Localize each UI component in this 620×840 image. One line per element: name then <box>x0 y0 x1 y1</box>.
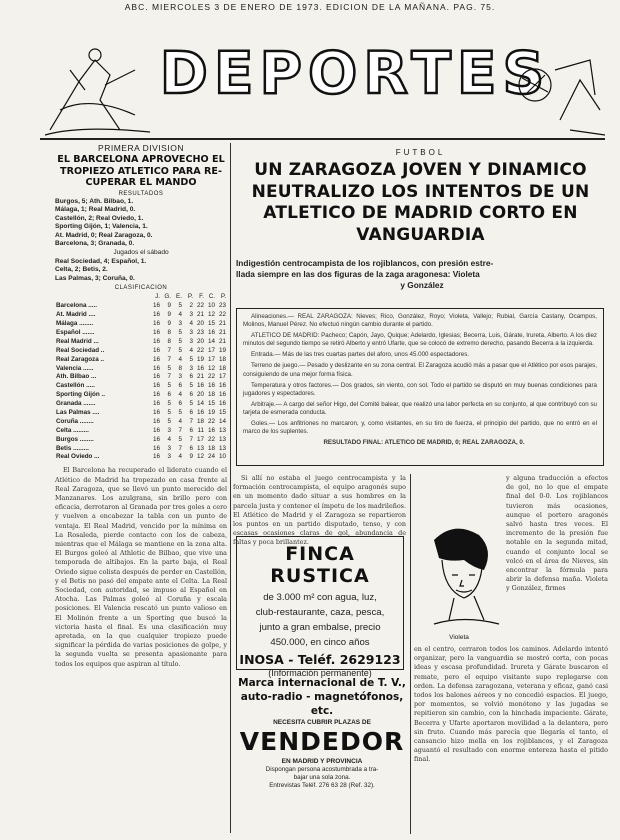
standings-header-cell: P. <box>220 293 226 301</box>
stat-cell: 8 <box>167 328 171 336</box>
standings-header-cell: G. <box>164 293 171 301</box>
stat-cell: 16 <box>207 328 215 336</box>
match-fact: Terreno de juego.— Pesado y deslizante en su zona central. El Zaragoza acudió más a pasar que el Atlético por esos parajes, consiguiendo de una mejor forma física. <box>243 362 597 378</box>
article-column-2-top: y alguna traducción a efectos de gol, no lo que el empate final del 0-0. Los rojiblancos tuvieron más ocasiones, aunque el portero aragonés salvó hasta tres veces. El incremento de la presión fue notable en la segunda mitad, cuando el conjunto local se volcó en el área de Nieves, sin encontrar la fórmula para abrir la defensa maña. Violeta y González, firmes <box>506 474 608 593</box>
sports-illustration-right-icon <box>510 50 610 140</box>
table-row <box>55 381 227 390</box>
main-headline <box>233 160 608 246</box>
stat-cell: 5 <box>167 400 171 408</box>
team-name: Real Sociedad .. <box>56 346 105 354</box>
ad-vendedor <box>236 676 408 790</box>
team-name: Granada ....... <box>56 400 96 408</box>
subhead-line: y González <box>400 280 444 290</box>
left-column <box>55 143 227 754</box>
stat-cell: 12 <box>196 453 204 461</box>
stat-cell: 6 <box>167 391 171 399</box>
stat-cell: 7 <box>167 346 171 354</box>
ad-finca-body <box>237 590 403 650</box>
team-name: Valencia ...... <box>56 364 94 372</box>
stat-cell: 19 <box>196 355 204 363</box>
caricature-caption: Violeta <box>449 634 469 641</box>
stat-cell: 16 <box>152 302 160 310</box>
ad-vendedor-line7: Entrevistas Teléf. 276 63 28 (Ref. 32). <box>269 782 375 789</box>
table-row <box>55 319 227 328</box>
table-row <box>55 390 227 399</box>
stat-cell: 14 <box>207 337 215 345</box>
standings-header-row <box>55 292 227 301</box>
stat-cell: 6 <box>189 391 193 399</box>
stat-cell: 7 <box>189 435 193 443</box>
stat-cell: 4 <box>189 320 193 328</box>
stat-cell: 16 <box>152 364 160 372</box>
stat-cell: 7 <box>178 426 182 434</box>
ad-finca-contact: INOSA - Teléf. 2629123 <box>239 652 401 667</box>
team-name: Las Palmas .... <box>56 408 100 416</box>
stat-cell: 16 <box>152 355 160 363</box>
team-name: Málaga ........ <box>56 320 94 328</box>
result-line: At. Madrid, 0; Real Zaragoza, 0. <box>55 231 153 239</box>
section-label: FUTBOL <box>395 148 446 157</box>
team-name: Real Zaragoza .. <box>56 355 104 363</box>
player-caricature-icon <box>414 520 504 630</box>
table-row <box>55 355 227 364</box>
match-fact: Goles.— Los anfitriones no marcaron, y, como visitantes, en su tiro de fuerza, el principio del partido, que no entró en el marco de los suplentes. <box>243 420 597 436</box>
team-name: Real Madrid ... <box>56 337 99 345</box>
stat-cell: 9 <box>167 320 171 328</box>
stat-cell: 9 <box>189 453 193 461</box>
stat-cell: 6 <box>189 373 193 381</box>
stat-cell: 16 <box>152 408 160 416</box>
stat-cell: 18 <box>207 444 215 452</box>
stat-cell: 6 <box>189 444 193 452</box>
stat-cell: 7 <box>167 373 171 381</box>
stat-cell: 3 <box>189 311 193 319</box>
stat-cell: 16 <box>152 328 160 336</box>
column-divider-2 <box>410 474 411 834</box>
results-list <box>55 198 227 284</box>
stat-cell: 16 <box>152 320 160 328</box>
stat-cell: 16 <box>152 311 160 319</box>
stat-cell: 3 <box>178 320 182 328</box>
result-line: Castellón, 2; Real Oviedo, 1. <box>55 214 144 222</box>
division-label: PRIMERA DIVISION <box>98 143 184 153</box>
stat-cell: 5 <box>189 400 193 408</box>
result-line: Jugados el sábado <box>113 249 169 257</box>
team-name: Coruña ........ <box>56 417 94 425</box>
stat-cell: 13 <box>218 435 226 443</box>
table-row <box>55 346 227 355</box>
stat-cell: 22 <box>207 373 215 381</box>
stat-cell: 16 <box>218 391 226 399</box>
result-line: Las Palmas, 3; Coruña, 0. <box>55 274 135 282</box>
result-line: Celta, 2; Betis, 2. <box>55 266 108 274</box>
stat-cell: 5 <box>178 346 182 354</box>
match-fact: RESULTADO FINAL: ATLETICO DE MADRID, 0; REAL ZARAGOZA, 0. <box>323 439 525 447</box>
left-headline-line: TROPIEZO ATLETICO PARA RE- <box>60 165 222 177</box>
ad-finca-line: de 3.000 m² con agua, luz, <box>263 592 377 603</box>
stat-cell: 16 <box>152 391 160 399</box>
stat-cell: 23 <box>218 302 226 310</box>
stat-cell: 5 <box>178 435 182 443</box>
team-name: Burgos ........ <box>56 435 94 443</box>
stat-cell: 7 <box>167 355 171 363</box>
table-row <box>55 328 227 337</box>
stat-cell: 20 <box>196 337 204 345</box>
ad-vendedor-line6: bajar una sola zona. <box>293 774 351 781</box>
stat-cell: 17 <box>218 373 226 381</box>
standings-header-cell: J. <box>155 293 160 301</box>
stat-cell: 6 <box>189 426 193 434</box>
result-line: Sporting Gijón, 1; Valencia, 1. <box>55 223 148 231</box>
table-row <box>55 408 227 417</box>
sports-illustration-left-icon <box>40 40 155 140</box>
stat-cell: 13 <box>196 444 204 452</box>
stat-cell: 17 <box>196 435 204 443</box>
ad-finca-rustica <box>236 536 404 678</box>
stat-cell: 16 <box>152 373 160 381</box>
team-name: Real Oviedo ... <box>56 453 100 461</box>
stat-cell: 5 <box>167 364 171 372</box>
stat-cell: 22 <box>196 346 204 354</box>
left-column-article: El Barcelona ha recuperado el liderato cuando el Atlético de Madrid ha tropezado en casa frente al Real Zaragoza, que se llevó un punto merecido del Manzanares. Los azulgrana, sin brillo pero con eficacia, derrotaron al Granada por tres goles a cero y vuelven a encabezar la tabla con un punto de ventaja. El Real Madrid, vencido por la mínima en La Rosaleda, pierde contacto con los de cabeza, mientras que el Málaga se mantiene en la zona alta. El Burgos goleó al Athletic de Bilbao, que vive una temporada de altibajos. En la parte baja, el Real Oviedo sigue colista después de perder en Castellón, y el Betis no pasó del empate ante el Celta. La Real Sociedad, con autoridad, se impuso al Español en Atocha. Las Palmas goleó al Coruña y escala posiciones. El Valencia rescató un punto valioso en El Molinón frente a un Sporting que buscó la victoria hasta el final. Es una clasificación muy apretada, en la que cualquier tropiezo puede significar la pérdida de varias posiciones de golpe, y la segunda vuelta se presenta apasionante para todos los equipos que aspiran al título. <box>55 466 227 668</box>
stat-cell: 6 <box>189 408 193 416</box>
subhead-line: Indigestión centrocampista de los rojiblancos, con presión estre- <box>236 258 494 268</box>
stat-cell: 5 <box>178 302 182 310</box>
stat-cell: 16 <box>152 444 160 452</box>
stat-cell: 3 <box>189 328 193 336</box>
stat-cell: 4 <box>178 391 182 399</box>
team-name: At. Madrid .... <box>56 311 96 319</box>
ad-finca-note: (Información permanente) <box>268 668 372 678</box>
main-headline-line: ATLETICO DE MADRID CORTO EN <box>263 203 578 223</box>
stat-cell: 18 <box>196 417 204 425</box>
match-fact: Arbitraje.— A cargo del señor Higo, del Comité balear, que realizó una labor perfecta en su conjunto, al que contribuyó con su tarjeta de esmerada conducta. <box>243 400 597 416</box>
article-column-1: Si allí no estaba el juego centrocampista y la formación centrocampista, el equipo aragonés supo en un momento dado situar a sus hombres en la parcela justa y contener el ímpetu de los madrileños. El Atlético de Madrid y el Zaragoza se repartieron los puntos en un partido disputado, tenso, y con escasas ocasiones claras de gol, abundancia de faltas y poca brillantez. <box>233 474 406 547</box>
stat-cell: 22 <box>207 435 215 443</box>
ad-vendedor-big: VENDEDOR <box>239 727 405 756</box>
stat-cell: 16 <box>152 400 160 408</box>
left-headline-line: EL BARCELONA APROVECHO EL <box>57 154 225 165</box>
stat-cell: 4 <box>178 311 182 319</box>
stat-cell: 8 <box>178 364 182 372</box>
ad-finca-line: junto a gran embalse, precio <box>259 622 381 633</box>
stat-cell: 13 <box>218 426 226 434</box>
ad-finca-line: club-restaurante, caza, pesca, <box>255 607 385 618</box>
main-subhead <box>236 258 608 291</box>
standings-header-cell: P. <box>187 293 193 301</box>
result-line: Burgos, 5; Ath. Bilbao, 1. <box>55 197 134 205</box>
stat-cell: 6 <box>178 382 182 390</box>
table-row <box>55 452 227 461</box>
stat-cell: 4 <box>178 417 182 425</box>
stat-cell: 22 <box>196 302 204 310</box>
stat-cell: 16 <box>152 346 160 354</box>
stat-cell: 21 <box>218 328 226 336</box>
stat-cell: 19 <box>207 408 215 416</box>
stat-cell: 5 <box>178 408 182 416</box>
stat-cell: 15 <box>207 400 215 408</box>
ad-vendedor-line5: Dispongan persona acostumbrada a tra- <box>265 766 379 773</box>
stat-cell: 4 <box>189 346 193 354</box>
ad-vendedor-line3: NECESITA CUBRIR PLAZAS DE <box>273 719 371 726</box>
main-headline-line: NEUTRALIZO LOS INTENTOS DE UN <box>251 181 590 202</box>
stat-cell: 22 <box>207 417 215 425</box>
stat-cell: 16 <box>152 435 160 443</box>
result-line: Málaga, 1; Real Madrid, 0. <box>55 206 136 214</box>
subhead-line: llada siempre en las dos figuras de la zaga aragonesa: Violeta <box>236 269 480 279</box>
ad-finca-line: 450.000, en cinco años <box>270 637 370 648</box>
table-row <box>55 399 227 408</box>
team-name: Barcelona ..... <box>56 302 97 310</box>
stat-cell: 15 <box>207 320 215 328</box>
standings-header-cell: C. <box>208 293 215 301</box>
stat-cell: 16 <box>207 426 215 434</box>
ad-vendedor-line1: Marca internacional de T. V., <box>238 677 406 689</box>
match-fact: Entrada.— Más de las tres cuartas partes del aforo, unos 45.000 espectadores. <box>251 351 470 359</box>
table-row <box>55 426 227 435</box>
match-fact: Alineaciones.— REAL ZARAGOZA: Nieves; Rico, González, Royo; Violeta, Vallejo; Rubial, García Castany, Ocampos, Molinos, Manuel Pérez. No efectuó ningún cambio durante el partido. <box>243 313 597 329</box>
stat-cell: 3 <box>167 426 171 434</box>
stat-cell: 21 <box>196 311 204 319</box>
main-headline-line: VANGUARDIA <box>356 224 485 245</box>
left-headline-line: CUPERAR EL MANDO <box>85 177 197 188</box>
stat-cell: 16 <box>152 453 160 461</box>
table-row <box>55 301 227 310</box>
stat-cell: 3 <box>189 337 193 345</box>
stat-cell: 12 <box>207 311 215 319</box>
column-divider <box>230 143 231 833</box>
article-column-2-bottom: en el centro, cerraron todos los caminos. Adelardo intentó organizar, pero la vanguardia se mostró corta, con pocas ideas y escasa profundidad. Irureta y Gárate buscaron el remate, pero el equipo visitante supo replegarse con orden. La defensa zaragozana, veterana y eficaz, ganó casi todos los balones aéreos y no concedió espacios. El juego, por momentos, se volvió monótono y las jugadas se repitieron sin cambio, con la hinchada impaciente. Gárate, Becerra y Ufarte aportaron movilidad a la delantera, pero sin fruto. Cuando más parecía que llegaría el tanto, el cansancio hizo mella en los rojiblancos, y el Zaragoza aguantó el resultado con enorme entereza hasta el pitido final. <box>414 645 608 764</box>
stat-cell: 14 <box>218 417 226 425</box>
result-line: Barcelona, 3; Granada, 0. <box>55 240 135 248</box>
page-header: ABC. MIERCOLES 3 DE ENERO DE 1973. EDICION DE LA MAÑANA. PAG. 75. <box>124 2 496 12</box>
stat-cell: 16 <box>218 400 226 408</box>
stat-cell: 4 <box>178 453 182 461</box>
table-row <box>55 310 227 319</box>
stat-cell: 16 <box>207 382 215 390</box>
stat-cell: 2 <box>189 302 193 310</box>
stat-cell: 14 <box>196 400 204 408</box>
stat-cell: 17 <box>207 355 215 363</box>
stat-cell: 5 <box>178 337 182 345</box>
ad-vendedor-line2: auto-radio - magnetófonos, etc. <box>240 691 404 717</box>
stat-cell: 3 <box>189 364 193 372</box>
stat-cell: 12 <box>207 364 215 372</box>
stat-cell: 6 <box>178 400 182 408</box>
stat-cell: 3 <box>178 373 182 381</box>
stat-cell: 13 <box>218 444 226 452</box>
team-name: Sporting Gijón .. <box>56 391 105 399</box>
standings-header-cell: E. <box>176 293 182 301</box>
team-name: Betis ......... <box>56 444 89 452</box>
stat-cell: 5 <box>167 417 171 425</box>
stat-cell: 9 <box>167 311 171 319</box>
stat-cell: 23 <box>196 328 204 336</box>
result-line: Real Sociedad, 4; Español, 1. <box>55 257 147 265</box>
stat-cell: 5 <box>178 328 182 336</box>
stat-cell: 21 <box>196 373 204 381</box>
stat-cell: 4 <box>167 435 171 443</box>
standings-header-team <box>55 292 150 301</box>
stat-cell: 16 <box>152 337 160 345</box>
stat-cell: 11 <box>197 426 204 434</box>
stat-cell: 5 <box>167 382 171 390</box>
stat-cell: 17 <box>207 346 215 354</box>
stat-cell: 18 <box>218 355 226 363</box>
stat-cell: 7 <box>178 444 182 452</box>
stat-cell: 4 <box>178 355 182 363</box>
stat-cell: 21 <box>218 337 226 345</box>
classification-label: CLASIFICACION <box>114 285 168 292</box>
stat-cell: 24 <box>207 453 215 461</box>
stat-cell: 10 <box>207 302 215 310</box>
stat-cell: 5 <box>189 382 193 390</box>
main-headline-line: UN ZARAGOZA JOVEN Y DINAMICO <box>254 160 587 180</box>
team-name: Español ....... <box>56 328 95 336</box>
stat-cell: 10 <box>218 453 226 461</box>
left-headline <box>55 154 227 189</box>
stat-cell: 3 <box>167 444 171 452</box>
stat-cell: 7 <box>189 417 193 425</box>
team-name: Celta ......... <box>56 426 89 434</box>
stat-cell: 16 <box>152 382 160 390</box>
stat-cell: 22 <box>218 311 226 319</box>
match-fact: ATLETICO DE MADRID: Pacheco; Capón, Jayo, Quique; Adelardo, Iglesias; Becerra, Luis, Gárate, Irureta, Alberto. A los diez minutos del segundo tiempo se retiró Alberto y entró Ufarte, que se colocó de extremo derecho, pasando Becerra a la izquierda. <box>243 332 597 348</box>
team-name: Castellón ..... <box>56 382 95 390</box>
stat-cell: 5 <box>167 408 171 416</box>
stat-cell: 18 <box>218 364 226 372</box>
ad-finca-title: FINCA RUSTICA <box>270 543 370 587</box>
results-label: RESULTADOS <box>118 190 164 197</box>
stat-cell: 16 <box>196 364 204 372</box>
table-row <box>55 444 227 453</box>
stat-cell: 9 <box>167 302 171 310</box>
masthead-rule <box>40 138 605 140</box>
stat-cell: 16 <box>152 417 160 425</box>
section-masthead: DEPORTES <box>159 39 551 107</box>
table-row <box>55 435 227 444</box>
stat-cell: 16 <box>196 408 204 416</box>
stat-cell: 8 <box>167 337 171 345</box>
ad-vendedor-line4: EN MADRID Y PROVINCIA <box>281 758 363 765</box>
table-row <box>55 417 227 426</box>
table-row <box>55 364 227 373</box>
stat-cell: 16 <box>152 426 160 434</box>
standings-header-cell: F. <box>199 293 204 301</box>
team-name: Ath. Bilbao ... <box>56 373 97 381</box>
stat-cell: 16 <box>196 382 204 390</box>
table-row <box>55 372 227 381</box>
stat-cell: 20 <box>196 320 204 328</box>
match-facts-box <box>236 308 604 466</box>
stat-cell: 3 <box>167 453 171 461</box>
stat-cell: 5 <box>189 355 193 363</box>
stat-cell: 21 <box>218 320 226 328</box>
stat-cell: 15 <box>218 408 226 416</box>
stat-cell: 18 <box>207 391 215 399</box>
match-fact: Temperatura y otros factores.— Dos grados, sin viento, con sol. Todo el partido se disputó en muy buenas condiciones para jugadores y espectadores. <box>243 381 597 397</box>
table-row <box>55 337 227 346</box>
stat-cell: 19 <box>218 346 226 354</box>
standings-table <box>55 292 227 461</box>
stat-cell: 16 <box>218 382 226 390</box>
stat-cell: 20 <box>196 391 204 399</box>
